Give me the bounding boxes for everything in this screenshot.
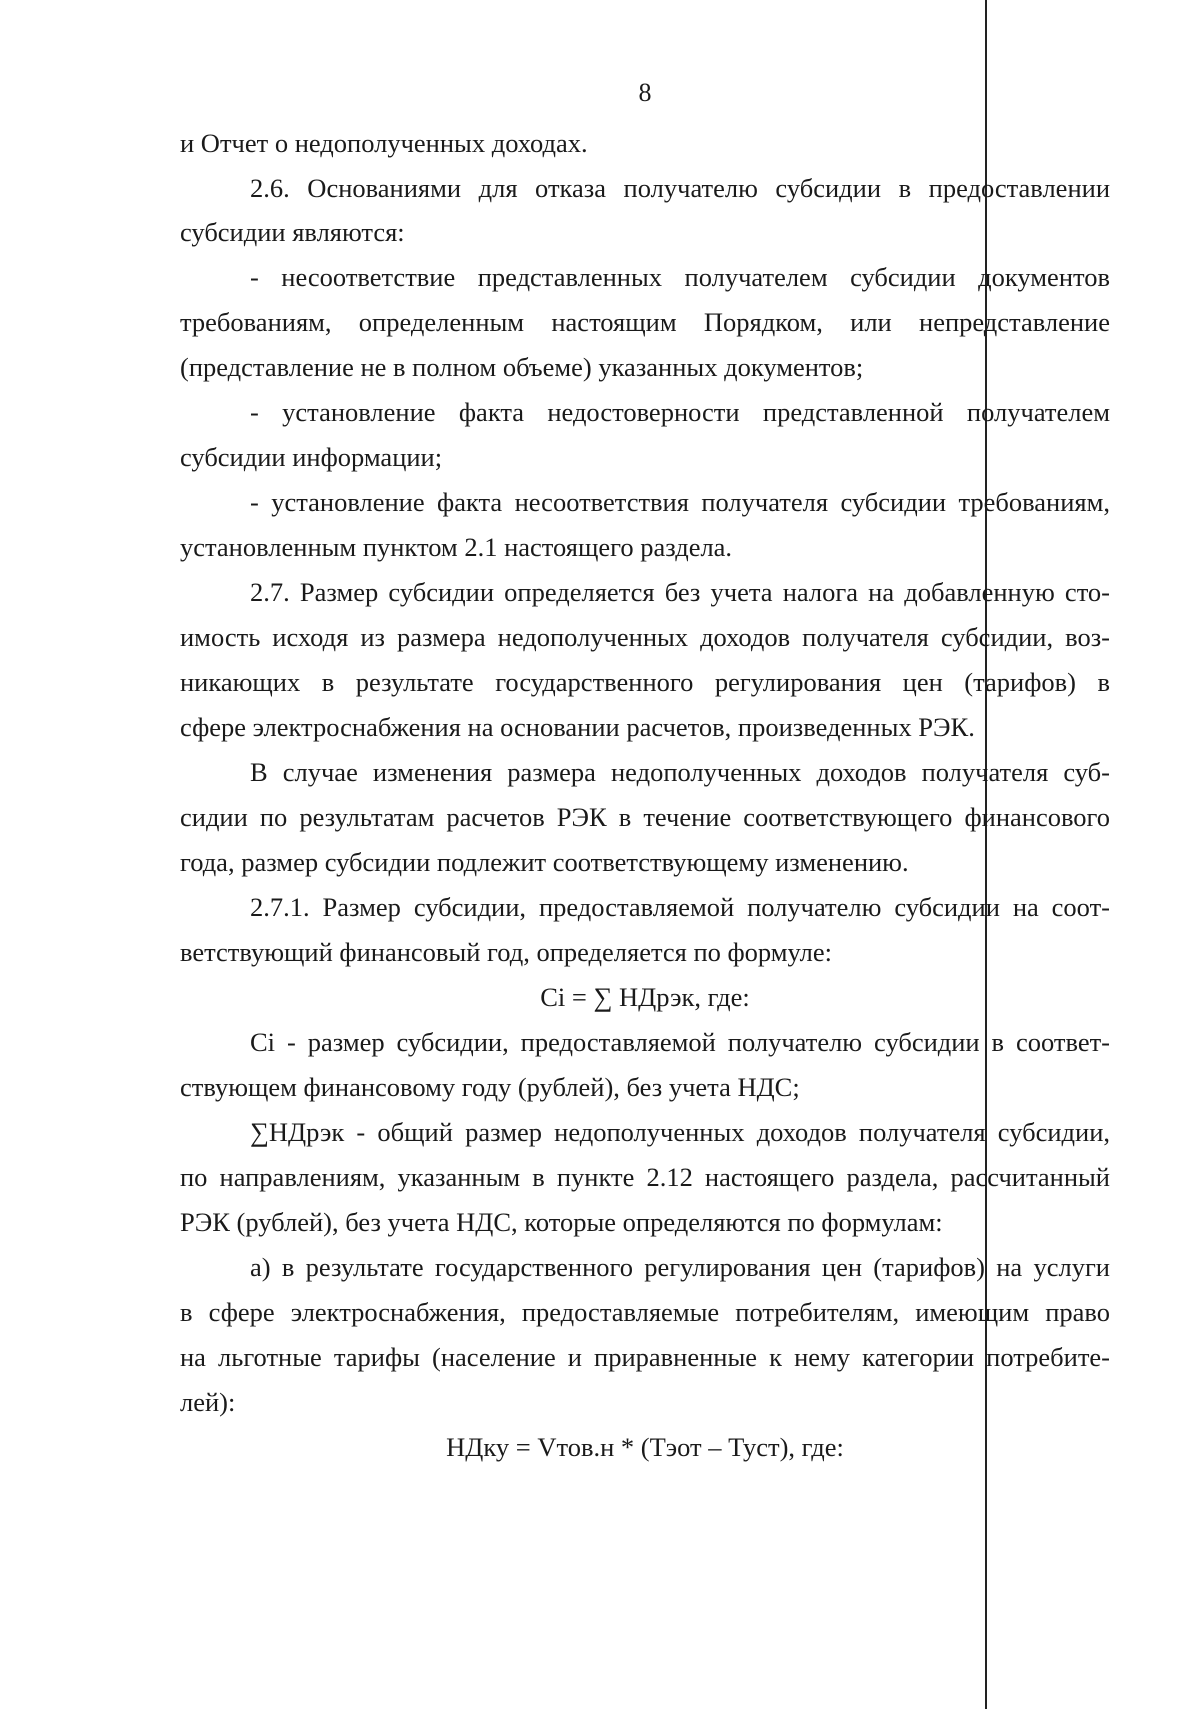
text-line: 2.7.1. Размер субсидии, предоставляемой получателю субсидии на соот- <box>250 892 1110 922</box>
text-line: по направлениям, указанным в пункте 2.12 настоящего раздела, рассчитанный <box>180 1162 1110 1192</box>
text-line: - несоответствие представленных получателем субсидии документов <box>250 262 1110 292</box>
text-line: - установление факта недостоверности представленной получателем <box>250 397 1110 427</box>
text-line: а) в результате государственного регулирования цен (тарифов) на услуги <box>250 1252 1110 1282</box>
text-line: (представление не в полном объеме) указанных документов; <box>180 352 864 382</box>
text-line: 2.6. Основаниями для отказа получателю субсидии в предоставлении <box>250 173 1110 203</box>
text-line: 2.7. Размер субсидии определяется без учета налога на добавленную сто- <box>250 577 1110 607</box>
text-line: сидии по результатам расчетов РЭК в течение соответствующего финансового <box>180 802 1110 832</box>
text-line: ветствующий финансовый год, определяется по формуле: <box>180 937 832 967</box>
text-line: года, размер субсидии подлежит соответствующему изменению. <box>180 847 909 877</box>
text-line: субсидии являются: <box>180 217 405 247</box>
text-line: в сфере электроснабжения, предоставляемые потребителям, имеющим право <box>180 1297 1110 1327</box>
text-line: РЭК (рублей), без учета НДС, которые определяются по формулам: <box>180 1207 943 1237</box>
text-line: ∑НДрэк - общий размер недополученных доходов получателя субсидии, <box>250 1117 1110 1147</box>
text-line: никающих в результате государственного регулирования цен (тарифов) в <box>180 667 1110 697</box>
text-line: лей): <box>180 1387 236 1417</box>
formula-line: НДку = Vтов.н * (Тэот – Туст), где: <box>446 1432 844 1462</box>
text-line: сфере электроснабжения на основании расчетов, произведенных РЭК. <box>180 712 975 742</box>
formula-line: Ci = ∑ НДрэк, где: <box>540 982 750 1012</box>
text-line: и Отчет о недополученных доходах. <box>180 128 588 158</box>
text-line: требованиям, определенным настоящим Порядком, или непредставление <box>180 307 1110 337</box>
text-line: на льготные тарифы (население и приравненные к нему категории потребите- <box>180 1342 1110 1372</box>
text-line: субсидии информации; <box>180 442 443 472</box>
page-number: 8 <box>638 78 652 107</box>
text-line: установленным пунктом 2.1 настоящего раздела. <box>180 532 733 562</box>
text-line: - установление факта несоответствия получателя субсидии требованиям, <box>250 487 1110 517</box>
text-line: В случае изменения размера недополученных доходов получателя суб- <box>250 757 1110 787</box>
text-line: ствующем финансовому году (рублей), без учета НДС; <box>180 1072 800 1102</box>
text-line: Ci - размер субсидии, предоставляемой получателю субсидии в соответ- <box>250 1027 1110 1057</box>
text-line: имость исходя из размера недополученных доходов получателя субсидии, воз- <box>180 622 1110 652</box>
